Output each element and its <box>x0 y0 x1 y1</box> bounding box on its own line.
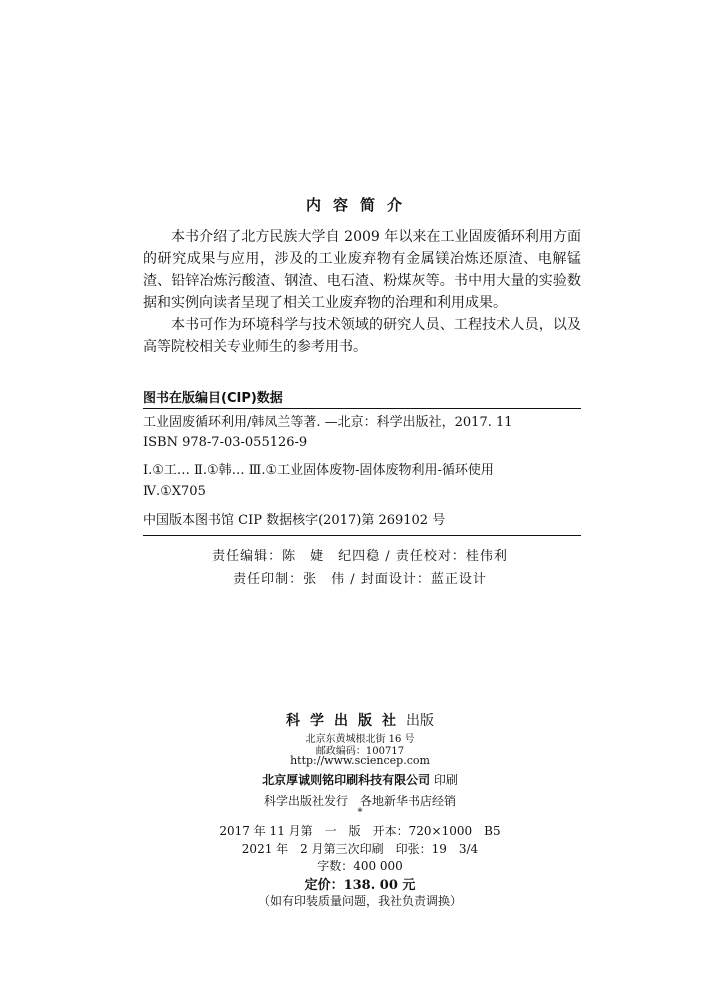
price: 定价：138. 00 元 <box>304 878 416 893</box>
edition-line-1: 2017 年 11 月第 一 版 开本：720×1000 B5 <box>219 824 501 838</box>
production-credits: 责任印制：张 伟 / 封面设计：蓝正设计 <box>233 572 487 587</box>
separator-mark: * <box>357 807 363 818</box>
summary-paragraph-2: 本书可作为环境科学与技术领域的研究人员、工程技术人员，以及高等院校相关专业师生的参考用书。 <box>143 317 581 355</box>
cip-heading: 图书在版编目(CIP)数据 <box>143 391 283 406</box>
cip-top-rule <box>143 408 581 409</box>
summary-paragraph-1: 本书介绍了北方民族大学自 2009 年以来在工业固废循环利用方面的研究成果与应用，涉及的工业废弃物有金属镁冶炼还原渣、电解锰渣、铅锌冶炼污酸渣、钢渣、电石渣、粉煤灰等。书中用大量的实验数据和实例向读者呈现了相关工业废弃物的治理和利用成果。 <box>143 229 581 311</box>
cip-bottom-rule <box>143 535 581 536</box>
edition-line-2: 2021 年 2 月第三次印刷 印张：19 3/4 <box>241 842 479 856</box>
cip-subject-line-1: Ⅰ.①工… Ⅱ.①韩… Ⅲ.①工业固体废物-固体废物利用-循环使用 <box>143 463 494 478</box>
publisher-website: http://www.sciencep.com <box>290 754 430 767</box>
summary-body <box>143 226 581 358</box>
printer-line <box>0 771 720 788</box>
cip-subject-line-2: Ⅳ.①X705 <box>143 484 206 499</box>
printer-suffix: 印刷 <box>433 773 458 787</box>
publisher-address: 北京东黄城根北街 16 号 <box>305 734 415 745</box>
word-count: 字数：400 000 <box>317 859 403 873</box>
publisher-postcode: 邮政编码：100717 <box>315 746 405 757</box>
editor-credits: 责任编辑：陈 婕 纪四稳 / 责任校对：桂伟利 <box>212 549 508 564</box>
publisher-suffix: 出版 <box>406 713 434 729</box>
cip-catalog-line: 工业固废循环利用/韩凤兰等著. —北京：科学出版社，2017. 11 <box>143 415 513 430</box>
quality-notice: （如有印装质量问题，我社负责调换） <box>257 894 462 908</box>
cip-isbn: ISBN 978-7-03-055126-9 <box>143 435 308 450</box>
printer-name: 北京厚诚则铭印刷科技有限公司 <box>262 773 431 787</box>
cip-number: 中国版本图书馆 CIP 数据核字(2017)第 269102 号 <box>143 513 446 528</box>
summary-title: 内容简介 <box>305 196 414 214</box>
publisher-name: 科学出版社 <box>286 713 406 729</box>
distribution-line: 科学出版社发行 各地新华书店经销 <box>263 794 456 808</box>
publisher-line <box>0 710 720 730</box>
